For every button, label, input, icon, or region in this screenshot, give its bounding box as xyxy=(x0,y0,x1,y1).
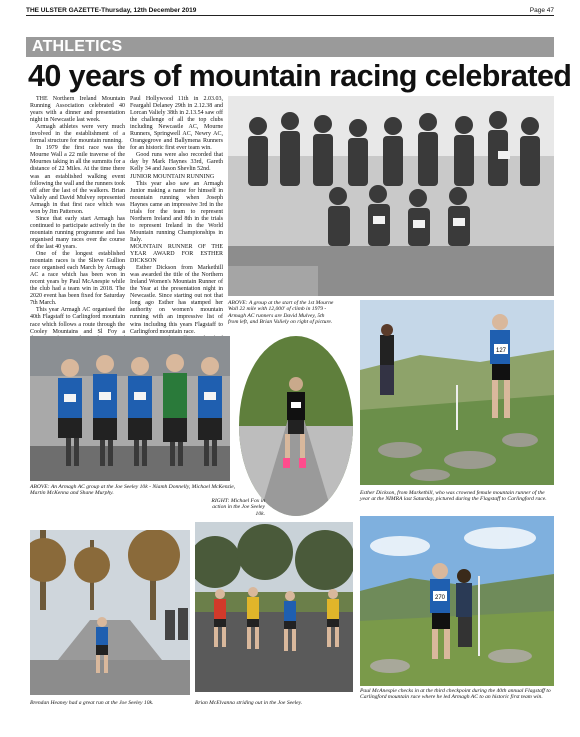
section-title: ATHLETICS xyxy=(32,38,123,55)
paul-bib-number: 270 xyxy=(434,595,446,601)
photo-joe-seeley-group xyxy=(30,336,230,481)
subhead-junior: JUNIOR MOUNTAIN RUNNING xyxy=(130,173,215,180)
paragraph: This year also saw an Armagh Junior making a name for himself in mountain running when Joseph Haynes came an impressive 3rd in the trials for the team to represent Northern Ireland and 8th in the trials to represent Ireland in the World Mountain running Championships in Italy. xyxy=(130,180,223,243)
photo-esther-dickson xyxy=(360,300,554,485)
caption-esther: Esther Dickson, from Markethill, who was crowned female mountain runner of the year at the NIMRA last Saturday, pictured during the Flagstaff to Carlingford race. xyxy=(360,490,547,503)
masthead xyxy=(26,6,554,16)
esther-bib-number: 127 xyxy=(495,348,507,354)
caption-brendan: Brendan Heaney had a great run at the Joe Seeley 10k. xyxy=(30,700,154,706)
paragraph: Esther Dickson from Markethill was awarded the title of the Northern Ireland Women's Mountain Runner of the Year at the presentation night in Newcastle. Since starting out not that long ago Esther has stamped her authority on women's mountain running with an impressive list of wins including this years Flagstaff to Carlingford mountain race. xyxy=(130,265,223,335)
article-column-1 xyxy=(30,96,125,336)
photo-brendan-heaney xyxy=(30,530,190,695)
section-bar xyxy=(26,37,554,57)
caption-1979-group: ABOVE: A group at the start of the 1st Mourne Wall 22 mile with 12,000' of climb in 1979 - Armagh AC runners are David Mulvey, 5th from left, and Brian Valiely on right of picture. xyxy=(228,300,334,326)
publication-date: THE ULSTER GAZETTE-Thursday, 12th December 2019 xyxy=(26,7,197,14)
paragraph: Armagh athletes were very much involved in the establishment of a formal structure for mountain running. xyxy=(30,124,125,145)
paragraph: Good runs were also recorded that day by Mark Haynes 33rd, Gareth Kelly 34 and Jason Shevlin 52nd. xyxy=(130,152,223,173)
caption-paul: Paul McAnespie checks in at the third checkpoint during the 40th annual Flagstaff to Carlingford mountain race where he led Armagh AC to an historic first team win. xyxy=(360,688,551,701)
paragraph: Since that early start Armagh has continued to participate actively in the mountain running programme and has organised many races over the course of the last 40 years. xyxy=(30,215,125,250)
brian-mcelvanna-image xyxy=(195,522,353,692)
paragraph: In 1979 the first race was the Mourne Wall a 22 mile traverse of the Mournes taking in all the summits for a distance of 22 Miles. At the time there was an established walking event following the wall and the runners took off after the last of the walkers. Brian Valiely and David Mulvey represented Armagh in that first race which was won by Jim Patterson. xyxy=(30,145,125,215)
paragraph: Paul Hollywood 11th in 2.03.03, Feargahl Delaney 29th in 2.12.38 and Lorcan Valiely 38th in 2.13.54 saw off the challenge of all the top clubs including Newcastle AC, Mourne Runners, Springwell AC, Newry AC, Orangegrove and Ballymena Runners for an historic first ever team win. xyxy=(130,96,223,152)
caption-michael-fox: RIGHT: Michael Fox in action in the Joe Seeley 10k. xyxy=(211,498,265,517)
article-column-2 xyxy=(130,96,223,336)
photo-paul-mcanespie xyxy=(360,516,554,686)
paragraph: One of the longest established mountain races is the Slieve Gullion race organised each March by Armagh AC a race which has been won in recent years by Paul McAnespie while the club had a team win in 2018. The 2020 event has been fixed for Saturday 7th March. xyxy=(30,251,125,307)
page-number: Page 47 xyxy=(529,7,554,14)
group-1979-image xyxy=(228,96,554,296)
brendan-heaney-image xyxy=(30,530,190,695)
photo-brian-mcelvanna xyxy=(195,522,353,692)
subhead-award: MOUNTAIN RUNNER OF THE YEAR AWARD FOR ESTHER DICKSON xyxy=(130,243,223,265)
michael-fox-image xyxy=(239,336,353,516)
paul-mcanespie-image xyxy=(360,516,554,686)
paragraph: THE Northern Ireland Mountain Running Association celebrated 40 years with a dinner and presentation night in Newcastle last week. xyxy=(30,96,125,124)
caption-joe-seeley-group: ABOVE: An Armagh AC group at the Joe Seeley 10k - Niamh Donnelly, Michael McKenzie, Martin McKenna and Shane Murphy. xyxy=(30,484,236,497)
headline: 40 years of mountain racing celebrated xyxy=(28,59,572,93)
photo-1979-group xyxy=(228,96,554,296)
photo-michael-fox xyxy=(239,336,353,516)
esther-dickson-image xyxy=(360,300,554,485)
paragraph: This year Armagh AC organised the 40th Flagstaff to Carlingford mountain race which follows a route through the Cooley Mountains and Sl Foy a xyxy=(30,307,125,335)
caption-brian: Brian McElvanna striding out in the Joe Seeley. xyxy=(195,700,303,706)
joe-seeley-group-image xyxy=(30,336,230,481)
